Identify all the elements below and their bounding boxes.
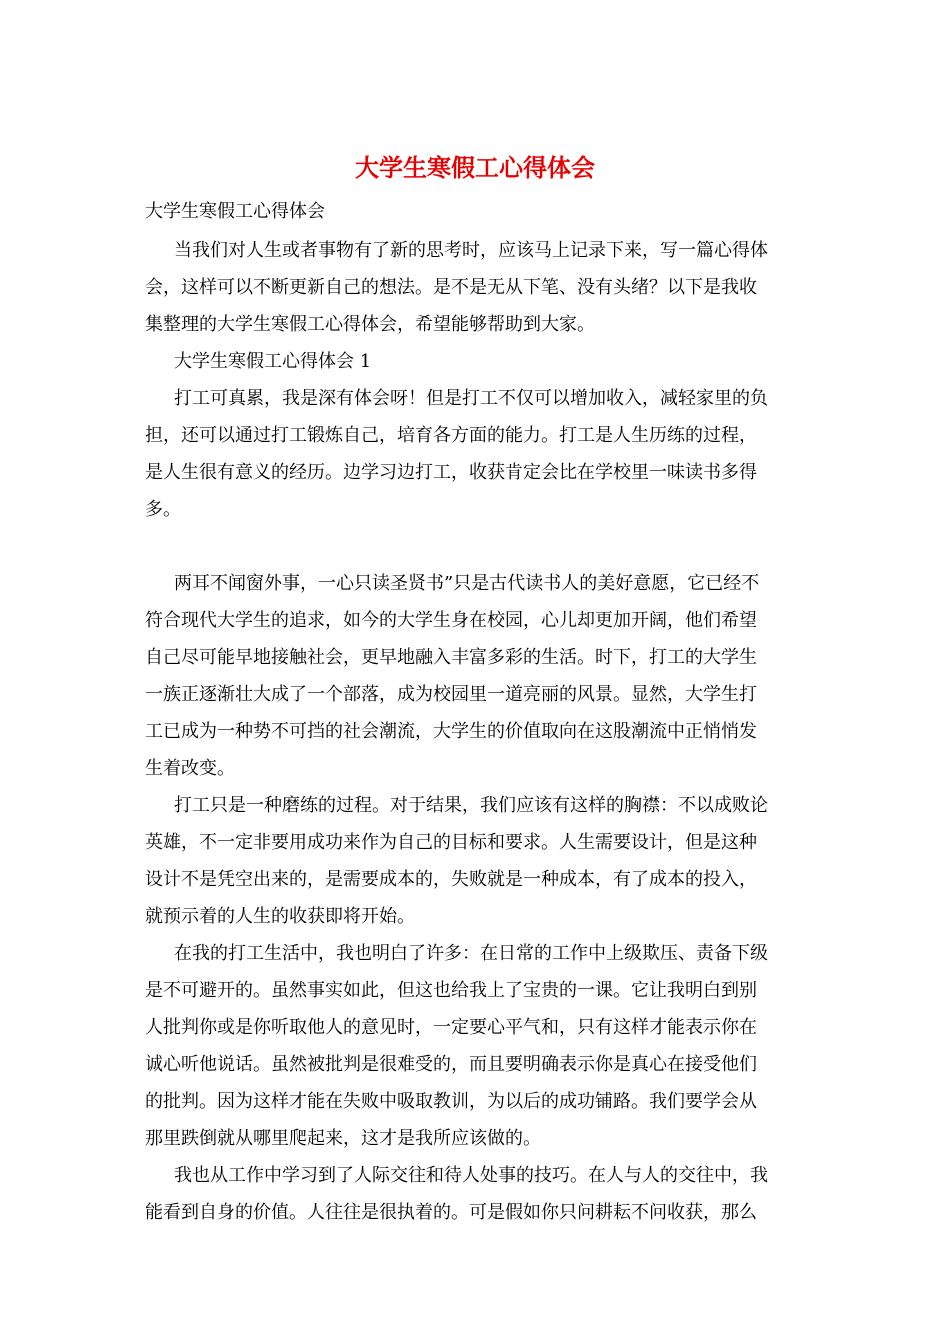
paragraph-line: 是人生很有意义的经历。边学习边打工，收获肯定会比在学校里一味读书多得 — [145, 462, 757, 483]
paragraph-line: 英雄，不一定非要用成功来作为自己的目标和要求。人生需要设计，但是这种 — [145, 832, 757, 853]
paragraph-line: 担，还可以通过打工锻炼自己，培育各方面的能力。打工是人生历练的过程， — [145, 425, 757, 446]
paragraph-line: 就预示着的人生的收获即将开始。 — [145, 906, 415, 927]
paragraph-line: 那里跌倒就从哪里爬起来，这才是我所应该做的。 — [145, 1128, 541, 1149]
paragraph-line: 我也从工作中学习到了人际交往和待人处事的技巧。在人与人的交往中，我 — [174, 1165, 768, 1186]
paragraph-line: 自己尽可能早地接触社会，更早地融入丰富多彩的生活。时下，打工的大学生 — [145, 647, 757, 668]
paragraph-line: 一族正逐渐壮大成了一个部落，成为校园里一道亮丽的风景。显然，大学生打 — [145, 684, 757, 705]
paragraph-line: 两耳不闻窗外事，一心只读圣贤书”只是古代读书人的美好意愿，它已经不 — [174, 573, 760, 594]
paragraph-line: 工已成为一种势不可挡的社会潮流，大学生的价值取向在这股潮流中正悄悄发 — [145, 721, 757, 742]
document-body — [145, 232, 810, 1231]
blank-line — [145, 528, 810, 565]
paragraph-line: 会，这样可以不断更新自己的想法。是不是无从下笔、没有头绪？以下是我收 — [145, 277, 757, 298]
paragraph-line: 人批判你或是你听取他人的意见时，一定要心平气和，只有这样才能表示你在 — [145, 1017, 757, 1038]
paragraph-line: 的批判。因为这样才能在失败中吸取教训，为以后的成功铺路。我们要学会从 — [145, 1091, 757, 1112]
paragraph-line: 生着改变。 — [145, 758, 235, 779]
paragraph-line: 设计不是凭空出来的，是需要成本的，失败就是一种成本，有了成本的投入， — [145, 869, 757, 890]
paragraph-line: 多。 — [145, 499, 181, 520]
paragraph-line: 诚心听他说话。虽然被批判是很难受的，而且要明确表示你是真心在接受他们 — [145, 1054, 757, 1075]
paragraph-line: 是不可避开的。虽然事实如此，但这也给我上了宝贵的一课。它让我明白到别 — [145, 980, 757, 1001]
document-subtitle: 大学生寒假工心得体会 — [145, 201, 325, 222]
paragraph-line: 在我的打工生活中，我也明白了许多：在日常的工作中上级欺压、责备下级 — [174, 943, 768, 964]
paragraph-line: 打工只是一种磨练的过程。对于结果，我们应该有这样的胸襟：不以成败论 — [174, 795, 768, 816]
paragraph-line: 能看到自身的价值。人往往是很执着的。可是假如你只问耕耘不问收获，那么 — [145, 1202, 757, 1223]
paragraph-line: 打工可真累，我是深有体会呀！但是打工不仅可以增加收入，减轻家里的负 — [174, 388, 768, 409]
paragraph-line: 当我们对人生或者事物有了新的思考时，应该马上记录下来，写一篇心得体 — [174, 240, 768, 261]
section-heading: 大学生寒假工心得体会 1 — [174, 351, 372, 372]
paragraph-line: 集整理的大学生寒假工心得体会，希望能够帮助到大家。 — [145, 314, 595, 335]
paragraph-line: 符合现代大学生的追求，如今的大学生身在校园，心儿却更加开阔，他们希望 — [145, 610, 757, 631]
document-title: 大学生寒假工心得体会 — [355, 153, 595, 182]
